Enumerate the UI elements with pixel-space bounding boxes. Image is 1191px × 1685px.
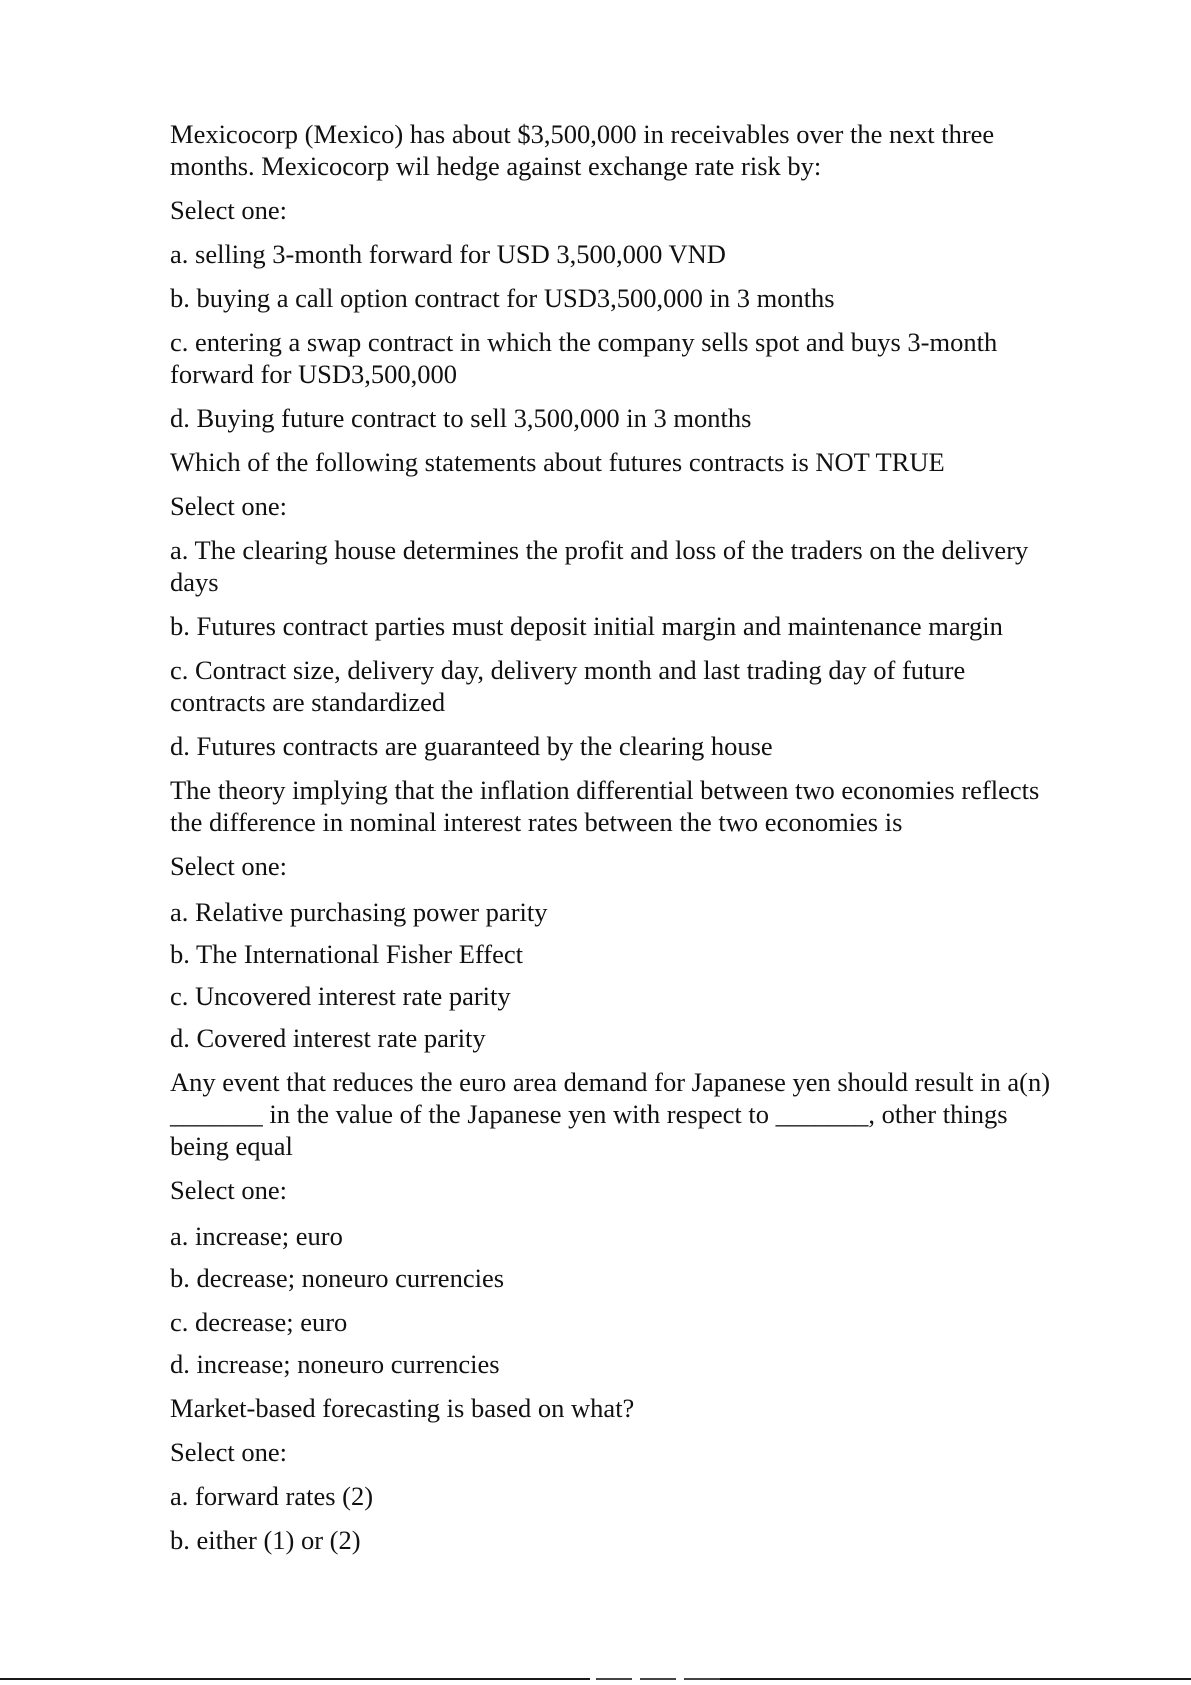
select-one-prompt: Select one: [170,491,287,521]
option-a: a. forward rates (2) [170,1481,374,1511]
question-text: Mexicocorp (Mexico) has about $3,500,000 in receivables over the next three months. Mexicocorp wil hedge against exchange rate risk by: [170,119,995,181]
option-c: c. Contract size, delivery day, delivery month and last trading day of future contracts are standardized [170,655,966,717]
option-c: c. entering a swap contract in which the company sells spot and buys 3-month forward for USD3,500,000 [170,327,998,389]
select-one-prompt: Select one: [170,851,287,881]
option-a: a. selling 3-month forward for USD 3,500,000 VND [170,239,726,269]
select-one-prompt: Select one: [170,1437,287,1467]
option-b: b. decrease; noneuro currencies [170,1263,505,1293]
document-page [170,118,1060,1568]
option-c: c. decrease; euro [170,1307,348,1337]
page-bottom-rule-dash [684,1678,720,1680]
page-bottom-rule-dash [596,1678,632,1680]
question-2 [170,446,1060,762]
option-c: c. Uncovered interest rate parity [170,981,511,1011]
option-d: d. increase; noneuro currencies [170,1349,500,1379]
page-bottom-rule-dash [640,1678,676,1680]
question-4 [170,1066,1060,1380]
option-a: a. increase; euro [170,1221,343,1251]
option-d: d. Futures contracts are guaranteed by the clearing house [170,731,773,761]
option-b: b. Futures contract parties must deposit initial margin and maintenance margin [170,611,1003,641]
option-d: d. Covered interest rate parity [170,1023,486,1053]
select-one-prompt: Select one: [170,195,287,225]
option-b: b. buying a call option contract for USD3,500,000 in 3 months [170,283,835,313]
option-a: a. The clearing house determines the profit and loss of the traders on the delivery days [170,535,1029,597]
question-1 [170,118,1060,434]
option-d: d. Buying future contract to sell 3,500,000 in 3 months [170,403,752,433]
question-text: The theory implying that the inflation differential between two economies reflects the difference in nominal interest rates between the two economies is [170,775,1040,837]
question-text: Market-based forecasting is based on what? [170,1393,635,1423]
option-b: b. The International Fisher Effect [170,939,523,969]
question-3 [170,774,1060,1054]
question-text: Any event that reduces the euro area demand for Japanese yen should result in a(n) _______ in the value of the Japanese yen with respect to _______, other things being equal [170,1067,1051,1161]
select-one-prompt: Select one: [170,1175,287,1205]
option-a: a. Relative purchasing power parity [170,897,548,927]
question-5 [170,1392,1060,1556]
question-text: Which of the following statements about futures contracts is NOT TRUE [170,447,945,477]
option-b: b. either (1) or (2) [170,1525,361,1555]
